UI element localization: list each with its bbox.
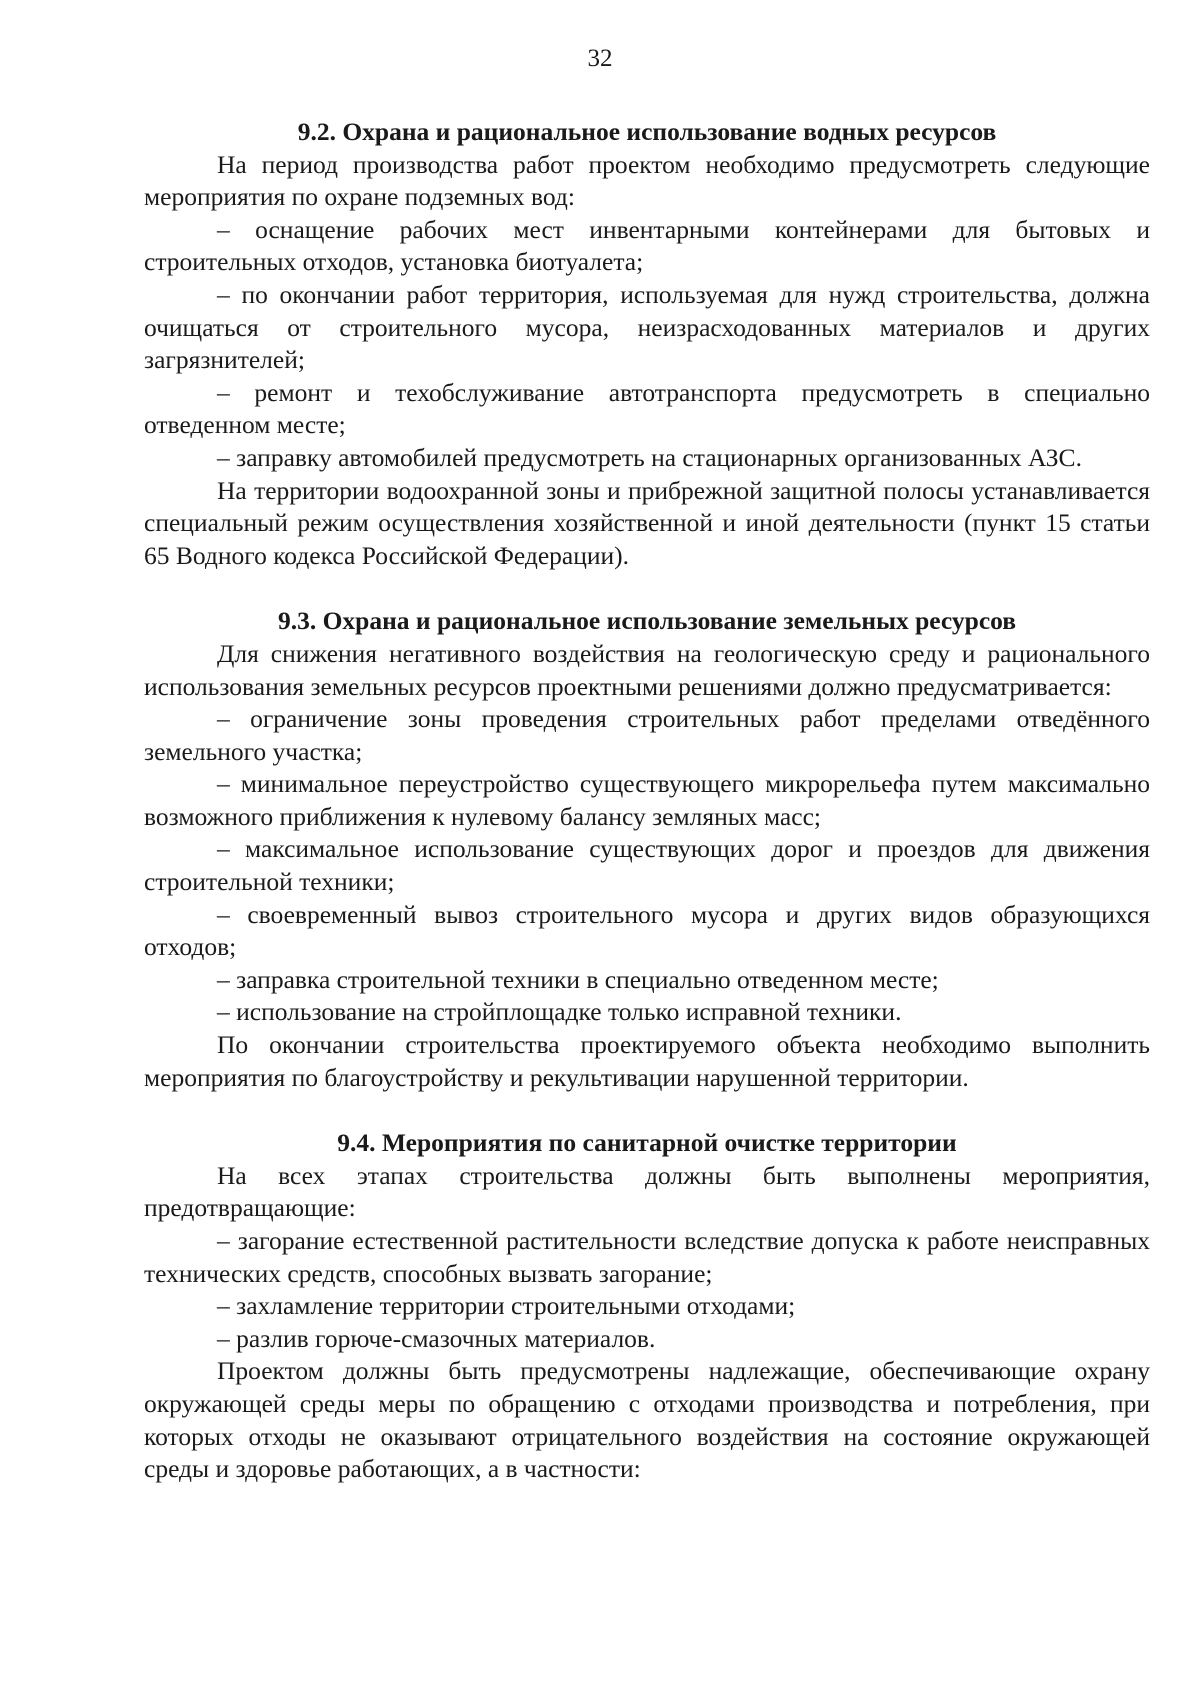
paragraph: На всех этапах строительства должны быть выполнены мероприятия, предотвращающие: bbox=[144, 1160, 1150, 1223]
section-spacer bbox=[144, 572, 1150, 605]
section-land-resources bbox=[144, 605, 1150, 1094]
document-body bbox=[144, 116, 1150, 1486]
list-item: – захламление территории строительными отходами; bbox=[217, 1291, 796, 1321]
paragraph: По окончании строительства проектируемого объекта необходимо выполнить мероприятия по благоустройству и рекультивации нарушенной территории. bbox=[144, 1030, 1150, 1092]
list-item: – минимальное переустройство существующего микрорельефа путем максимально возможного приближения к нулевому балансу земляных масс; bbox=[144, 769, 1150, 831]
section-heading: 9.3. Охрана и рациональное использование земельных ресурсов bbox=[277, 606, 1017, 636]
page-number: 32 bbox=[587, 45, 613, 72]
list-item: – максимальное использование существующих дорог и проездов для движения строительной техники; bbox=[144, 834, 1150, 897]
list-item: – загорание естественной растительности вследствие допуска к работе неисправных технических средств, способных вызвать загорание; bbox=[144, 1226, 1150, 1288]
list-item: – своевременный вывоз строительного мусора и других видов образующихся отходов; bbox=[144, 899, 1150, 962]
section-heading: 9.4. Мероприятия по санитарной очистке территории bbox=[337, 1128, 957, 1158]
list-item: – ремонт и техобслуживание автотранспорта предусмотреть в специально отведенном месте; bbox=[144, 377, 1150, 440]
list-item: – разлив горюче-смазочных материалов. bbox=[217, 1323, 656, 1353]
paragraph: Для снижения негативного воздействия на геологическую среду и рационального использования земельных ресурсов проектными решениями должно предусматривается: bbox=[144, 638, 1150, 701]
section-water-resources bbox=[144, 116, 1150, 572]
paragraph: На территории водоохранной зоны и прибрежной защитной полосы устанавливается специальный режим осуществления хозяйственной и иной деятельности (пункт 15 статьи 65 Водного кодекса Российской Федерации). bbox=[144, 475, 1150, 570]
section-sanitary-cleaning bbox=[144, 1127, 1150, 1486]
paragraph: Проектом должны быть предусмотрены надлежащие, обеспечивающие охрану окружающей среды меры по обращению с отходами производства и потребления, при которых отходы не оказывают отрицательного воздействия на состояние окружающей среды и здоровье работающих, а в частности: bbox=[144, 1356, 1150, 1484]
list-item: – оснащение рабочих мест инвентарными контейнерами для бытовых и строительных отходов, установка биотуалета; bbox=[144, 214, 1150, 277]
list-item: – заправка строительной техники в специально отведенном месте; bbox=[217, 964, 939, 994]
section-heading: 9.2. Охрана и рациональное использование водных ресурсов bbox=[297, 117, 997, 146]
paragraph: На период производства работ проектом необходимо предусмотреть следующие мероприятия по охране подземных вод: bbox=[144, 149, 1150, 212]
section-spacer bbox=[144, 1094, 1150, 1127]
list-item: – заправку автомобилей предусмотреть на стационарных организованных АЗС. bbox=[217, 442, 1082, 472]
list-item: – использование на стройплощадке только исправной техники. bbox=[217, 997, 902, 1027]
list-item: – ограничение зоны проведения строительных работ пределами отведённого земельного участка; bbox=[144, 704, 1150, 766]
list-item: – по окончании работ территория, используемая для нужд строительства, должна очищаться от строительного мусора, неизрасходованных материалов и других загрязнителей; bbox=[144, 279, 1150, 375]
